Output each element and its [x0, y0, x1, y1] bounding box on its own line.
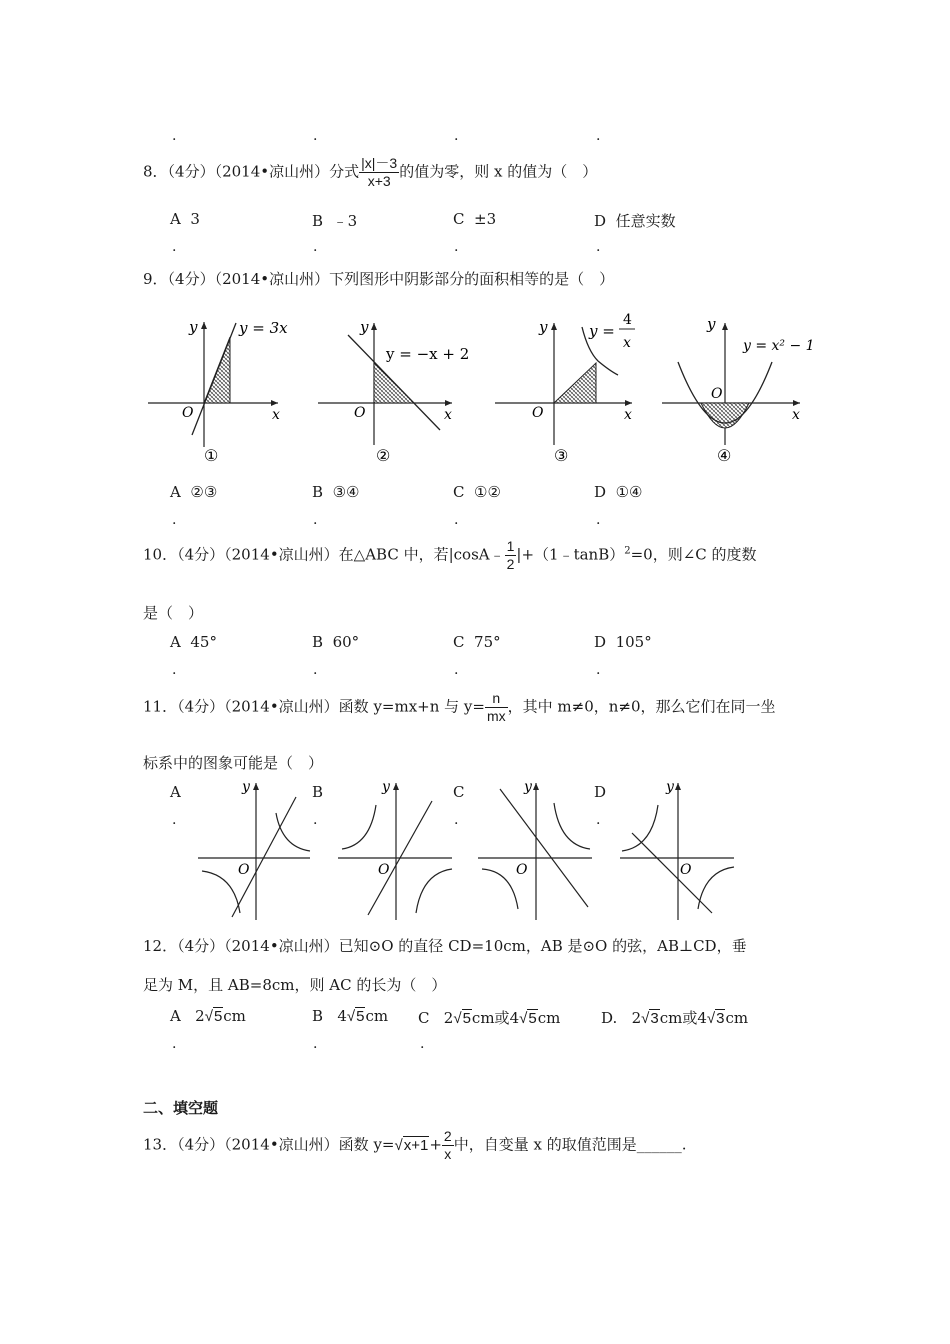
question-source: （2014•凉山州）	[224, 1135, 339, 1154]
option-a[interactable]	[170, 483, 217, 501]
origin-label: O	[680, 862, 692, 878]
option-text: 任意实数	[615, 212, 676, 230]
fraction-numerator: n	[485, 690, 508, 708]
unit: cm	[537, 1009, 561, 1027]
option-dot: .	[420, 1036, 425, 1052]
question-text: 函数 y=mx+n 与 y=	[338, 697, 485, 716]
question-number: 10．	[143, 545, 178, 564]
option-text: 75°	[474, 633, 501, 651]
question-number: 12．	[143, 937, 178, 955]
unit: cm	[365, 1007, 389, 1025]
option-a[interactable]	[170, 210, 200, 228]
unit: cm	[471, 1009, 495, 1027]
axis-y-label: y	[360, 318, 369, 336]
axis-y-label: y	[666, 779, 674, 795]
equation-label: y =	[589, 322, 615, 340]
option-letter: C	[418, 1009, 430, 1027]
option-text: 45°	[190, 633, 217, 651]
sqrt: √x+1	[394, 1137, 429, 1154]
option-text: ①④	[615, 483, 643, 501]
option-letter: D	[594, 483, 607, 501]
question-13	[143, 1128, 686, 1163]
option-dot: .	[596, 239, 601, 255]
answer-blank[interactable]: ______	[636, 1135, 682, 1154]
fraction-denominator: 2	[506, 556, 515, 572]
option-d[interactable]	[601, 1007, 748, 1028]
question-points: （4分）	[177, 545, 225, 564]
option-letter: A	[170, 1007, 181, 1025]
figure-number: ①	[204, 446, 219, 465]
option-dot: .	[313, 239, 318, 255]
option-letter: B	[312, 483, 324, 501]
origin-label: O	[711, 386, 723, 402]
axis-x-label: x	[272, 407, 280, 423]
coefficient: 4	[697, 1009, 707, 1027]
fraction-numerator: 2	[443, 1128, 452, 1144]
option-dot: .	[596, 812, 601, 828]
axis-x-label: x	[624, 407, 632, 423]
option-text: ①②	[474, 483, 501, 501]
top-dot: .	[596, 128, 601, 144]
question-points: （4分）	[177, 1135, 225, 1154]
equation-label: y = −x + 2	[386, 345, 470, 363]
question-text: ，其中 m≠0，n≠0，那么它们在同一坐	[507, 697, 776, 716]
axis-y-label: y	[524, 779, 532, 795]
question-source: （2014•凉山州）	[224, 697, 339, 716]
option-text: ±3	[474, 210, 497, 228]
or-text: 或	[494, 1009, 510, 1027]
radicand: 5	[528, 1010, 537, 1027]
option-text: 60°	[332, 633, 360, 651]
option-text: 3	[190, 210, 200, 228]
section-title: 二、填空题	[143, 1100, 219, 1117]
question-number: 8．	[143, 162, 168, 181]
question-text: 的值为零，则 x 的值为（ ）	[399, 162, 598, 181]
fraction	[359, 155, 399, 190]
option-letter: D	[594, 633, 607, 651]
figure-number: ④	[717, 446, 732, 465]
figure-number: ②	[376, 446, 391, 465]
coefficient: 2	[443, 1009, 454, 1027]
figure-number: ③	[554, 446, 569, 465]
option-dot: .	[454, 662, 459, 678]
option-text: ﹣3	[332, 212, 358, 230]
option-dot: .	[172, 812, 177, 828]
coefficient: 4	[509, 1009, 520, 1027]
coefficient: 2	[195, 1007, 205, 1025]
graph-c	[478, 779, 592, 920]
option-dot: .	[313, 1036, 318, 1052]
top-dot: .	[454, 128, 459, 144]
option-dot: .	[172, 1036, 177, 1052]
equation-denominator: x	[623, 335, 631, 351]
option-dot: .	[596, 662, 601, 678]
question-text: 分式	[329, 162, 360, 181]
question-points: （4分）	[167, 270, 215, 288]
axis-y-label: y	[242, 779, 250, 795]
axis-x-label: x	[792, 407, 800, 423]
figure-3	[495, 312, 635, 465]
sqrt: √3	[706, 1010, 725, 1027]
question-number: 9．	[143, 270, 168, 288]
option-dot: .	[454, 239, 459, 255]
fraction-denominator: x+3	[367, 173, 391, 189]
top-dot: .	[172, 128, 177, 144]
graph-b	[338, 779, 452, 920]
origin-label: O	[532, 405, 544, 421]
origin-label: O	[182, 405, 194, 421]
option-d[interactable]	[594, 483, 642, 501]
fraction-denominator: mx	[486, 708, 506, 724]
fraction-numerator: |x|－3	[361, 155, 398, 171]
option-dot: .	[172, 239, 177, 255]
option-c[interactable]	[453, 210, 496, 228]
or-text: 或	[682, 1009, 698, 1027]
option-dot: .	[172, 662, 177, 678]
question-points: （4分）	[177, 697, 225, 716]
plus-sign: +	[429, 1135, 442, 1154]
option-text: ②③	[190, 483, 218, 501]
option-a[interactable]	[170, 633, 217, 651]
equation-numerator: 4	[623, 312, 632, 328]
origin-label: O	[516, 862, 528, 878]
option-letter: D	[594, 212, 607, 230]
option-b[interactable]	[312, 210, 357, 231]
question-source: （2014•凉山州）	[214, 270, 330, 288]
option-letter: C	[453, 633, 465, 651]
radicand: x+1	[403, 1137, 429, 1154]
radicand: 5	[213, 1008, 223, 1025]
option-d[interactable]: D	[594, 783, 607, 801]
question-12-line2: 足为 M，且 AB=8cm，则 AC 的长为（ ）	[143, 976, 447, 994]
axis-y-label: y	[539, 318, 548, 336]
question-11	[143, 690, 776, 725]
option-c[interactable]	[418, 1007, 560, 1028]
question-text: 在△ABC 中，若|cosA﹣	[338, 545, 505, 564]
origin-label: O	[354, 405, 366, 421]
option-dot: .	[172, 512, 177, 528]
radicand: 5	[462, 1010, 471, 1027]
option-c[interactable]	[453, 483, 501, 501]
option-letter: B	[312, 633, 324, 651]
option-letter: B	[312, 1007, 324, 1025]
question-12	[143, 935, 747, 956]
graph-a	[198, 779, 310, 920]
sqrt: √5	[204, 1008, 223, 1025]
question-text: .	[681, 1135, 687, 1154]
axis-y-label: y	[707, 315, 716, 333]
fraction-numerator: 1	[506, 538, 515, 554]
unit: cm	[223, 1007, 246, 1025]
origin-label: O	[238, 862, 250, 878]
sqrt: √5	[519, 1010, 537, 1027]
equation-label: y = x² − 1	[743, 338, 815, 354]
option-text: ③④	[332, 483, 360, 501]
origin-label: O	[378, 862, 390, 878]
option-letter: B	[312, 212, 324, 230]
option-dot: .	[313, 662, 318, 678]
option-text: 105°	[615, 633, 652, 651]
question-source: （2014•凉山州）	[224, 545, 339, 564]
figure-2	[318, 318, 469, 465]
question-text: 下列图形中阴影部分的面积相等的是（ ）	[329, 270, 615, 288]
sqrt: √5	[453, 1010, 471, 1027]
top-dot: .	[313, 128, 318, 144]
equation-label: y = 3x	[239, 319, 288, 337]
axis-y-label: y	[189, 318, 198, 336]
option-b[interactable]	[312, 633, 359, 651]
question-text: |+（1﹣tanB）	[516, 545, 625, 564]
option-letter: A	[170, 210, 181, 228]
option-letter: A	[170, 633, 181, 651]
option-a[interactable]	[170, 1007, 246, 1025]
question-10-line2: 是（ ）	[143, 604, 204, 622]
option-a[interactable]: A	[170, 783, 181, 801]
option-dot: .	[454, 512, 459, 528]
option-dot: .	[454, 812, 459, 828]
option-c[interactable]	[453, 633, 501, 651]
option-letter: A	[170, 483, 181, 501]
option-letter: C	[453, 210, 465, 228]
q9-figures	[140, 305, 830, 470]
option-c[interactable]: C	[453, 783, 465, 801]
figure-4	[662, 315, 815, 465]
question-number: 11．	[143, 697, 178, 716]
option-d[interactable]	[594, 210, 676, 231]
question-8	[143, 155, 597, 190]
option-b[interactable]	[312, 1007, 388, 1025]
coefficient: 4	[337, 1007, 347, 1025]
fraction	[505, 538, 517, 573]
question-text: =0，则∠C 的度数	[630, 545, 757, 564]
axis-y-label: y	[382, 779, 390, 795]
question-text: 已知⊙O 的直径 CD=10cm，AB 是⊙O 的弦，AB⊥CD，垂	[338, 937, 747, 955]
option-letter: D.	[601, 1009, 618, 1027]
q11-graphs	[190, 775, 750, 925]
fraction	[442, 1128, 454, 1163]
fraction	[485, 690, 508, 725]
option-d[interactable]	[594, 633, 652, 651]
unit: cm	[659, 1009, 683, 1027]
option-letter: C	[453, 483, 465, 501]
question-10	[143, 538, 757, 573]
question-9	[143, 268, 614, 289]
option-dot: .	[313, 512, 318, 528]
question-source: （2014•凉山州）	[224, 937, 339, 955]
radicand: 5	[356, 1008, 365, 1025]
radicand: 3	[650, 1010, 659, 1027]
question-text: 中，自变量 x 的取值范围是	[453, 1135, 637, 1154]
unit: cm	[725, 1009, 749, 1027]
sqrt: √5	[346, 1008, 365, 1025]
question-source: （2014•凉山州）	[214, 162, 330, 181]
question-number: 13．	[143, 1135, 178, 1154]
graph-d	[620, 779, 734, 920]
question-text: 函数 y=	[338, 1135, 395, 1154]
fraction-denominator: x	[444, 1146, 452, 1162]
sqrt: √3	[641, 1010, 659, 1027]
question-points: （4分）	[167, 162, 215, 181]
option-dot: .	[313, 812, 318, 828]
question-points: （4分）	[177, 937, 225, 955]
question-11-line2: 标系中的图象可能是（ ）	[143, 754, 324, 772]
option-dot: .	[596, 512, 601, 528]
option-b[interactable]: B	[312, 783, 324, 801]
figure-1	[148, 318, 288, 465]
axis-x-label: x	[444, 407, 452, 423]
exponent: 2	[624, 545, 631, 557]
radicand: 3	[716, 1010, 725, 1027]
coefficient: 2	[631, 1009, 642, 1027]
option-b[interactable]	[312, 483, 359, 501]
